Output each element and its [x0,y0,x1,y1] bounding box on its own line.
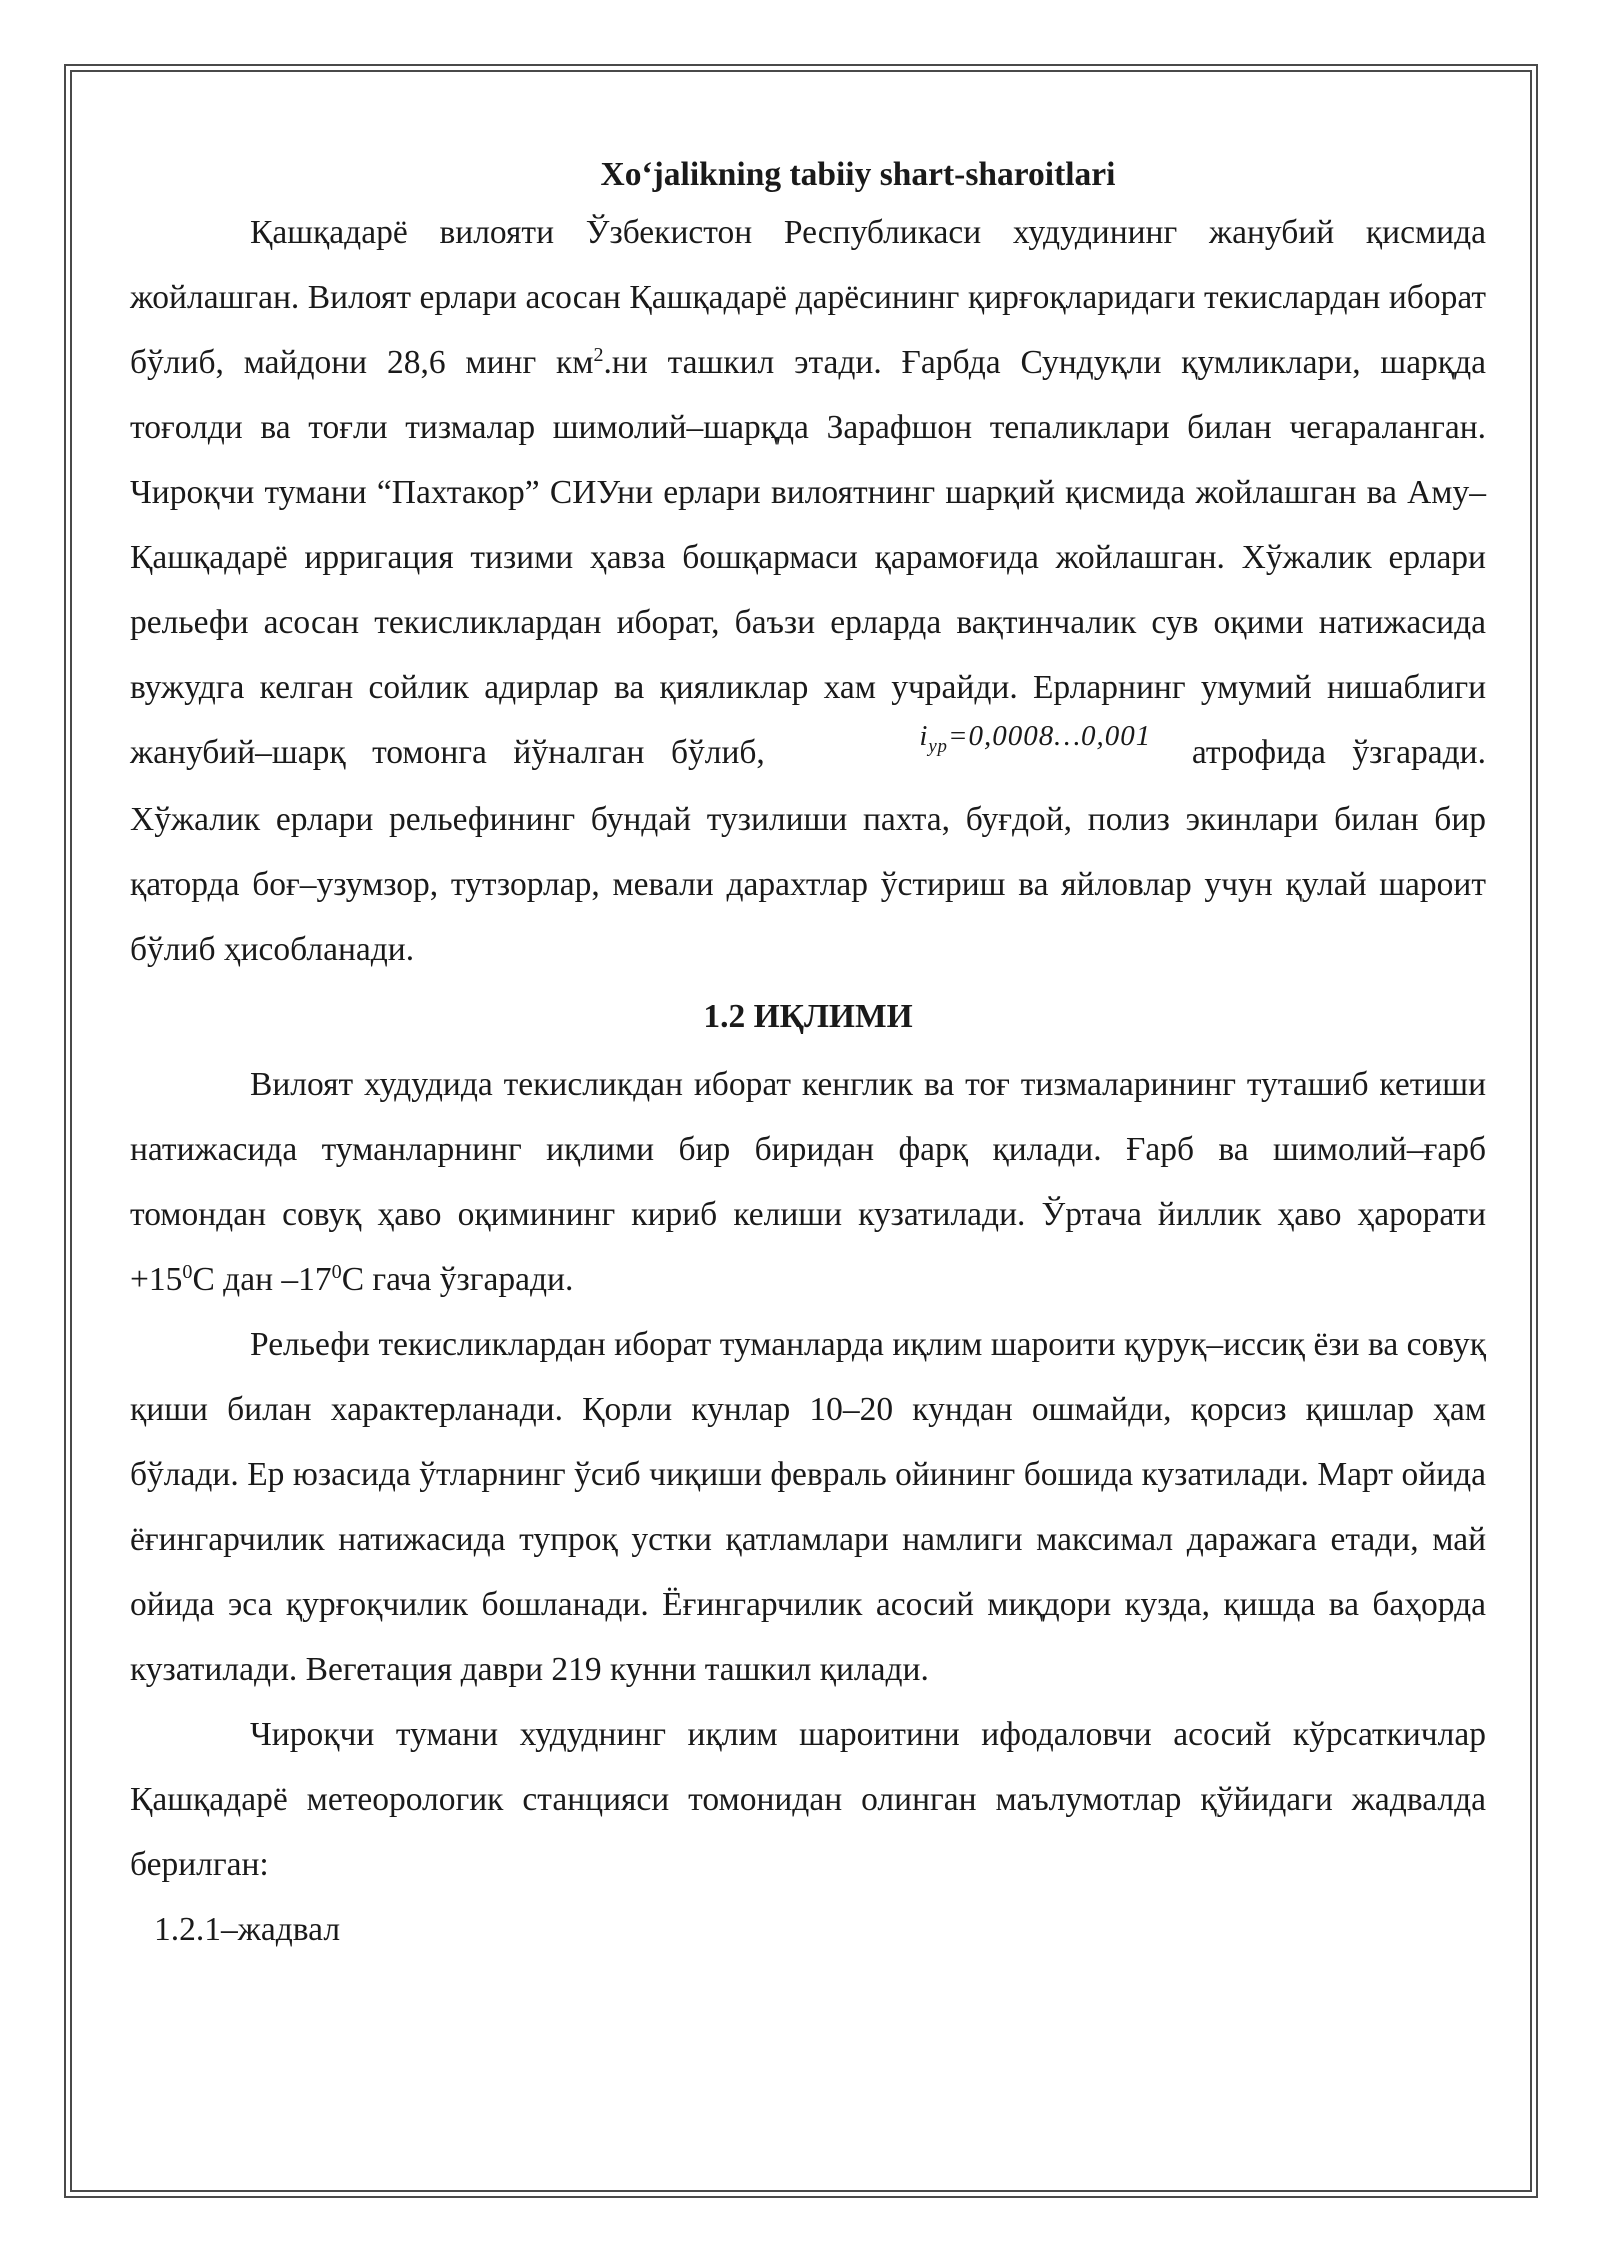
document-title: Xo‘jalikning tabiiy shart-sharoitlari [600,156,1116,193]
document-page [130,150,1486,1962]
formula-variable: i [919,720,929,752]
paragraph-climate [130,1052,1486,1312]
table-caption: 1.2.1–жадвал [154,1911,341,1948]
paragraph-text: .ни ташкил этади. Ғарбда Сундуқли қумликлари, шарқда тоғолди ва тоғли тизмалар шимолий–шарқда Зарафшон тепаликлари билан чегараланган. Чироқчи тумани “Пахтакор” СИУни ерлари вилоятнинг шарқий қисмида жойлашган ва Аму–Қашқадарё ирригация тизими ҳавза бошқармаси қарамоғида жойлашган. Хўжалик ерлари рельефи асосан текисликлардан иборат, баъзи ерларда вақтинчалик сув оқими натижасида вужудга келган сойлик адирлар ва қияликлар хам учрайди. Ерларнинг умумий нишаблиги жанубий–шарқ томонга йўналган бўлиб, [130,344,1487,771]
superscript: 0 [182,1260,193,1283]
paragraph-text: Қашқадарё вилояти Ўзбекистон Республикаси худудининг жанубий қисмида жойлашган. Вилоят ерлари асосан Қашқадарё дарёсининг қирғоқларидаги текислардан иборат бўлиб, майдони 28,6 минг км [130,214,1486,381]
superscript: 0 [331,1260,342,1283]
formula-value: =0,0008…0,001 [947,720,1152,752]
paragraph-indicators: Чироқчи тумани худуднинг иқлим шароитини ифодаловчи асосий кўрсаткичлар Қашқадарё метеорологик станцияси томонидан олинган маълумотлар қўйидаги жадвалда берилган: [130,1716,1486,1883]
paragraph-location [130,200,1486,982]
paragraph-relief-climate: Рельефи текисликлардан иборат туманларда иқлим шароити қуруқ–иссиқ ёзи ва совуқ қиши билан характерланади. Қорли кунлар 10–20 кундан ошмайди, қорсиз қишлар ҳам бўлади. Ер юзасида ўтларнинг ўсиб чиқиши февраль ойининг бошида кузатилади. Март ойида ёғингарчилик натижасида тупроқ устки қатламлари намлиги максимал даражага етади, май ойида эса қурғоқчилик бошланади. Ёғингарчилик асосий миқдори кузда, қишда ва баҳорда кузатилади. Вегетация даври 219 кунни ташкил қилади. [130,1326,1486,1688]
paragraph-text: атрофида ўзгаради. Хўжалик ерлари рельефининг бундай тузилиши пахта, буғдой, полиз экинлари билан бир қаторда боғ–узумзор, тутзорлар, мевали дарахтлар ўстириш ва яйловлар учун қулай шароит бўлиб ҳисобланади. [130,734,1486,968]
superscript: 2 [593,343,604,366]
slope-formula [791,704,1165,769]
paragraph-text: С дан –17 [192,1261,332,1298]
formula-subscript: ур [928,735,948,757]
paragraph-text: С гача ўзгаради. [341,1261,574,1298]
paragraph-text: Вилоят худудида текисликдан иборат кенглик ва тоғ тизмаларининг туташиб кетиши натижасида туманларнинг иқлими бир биридан фарқ қилади. Ғарб ва шимолий–ғарб томондан совуқ ҳаво оқимининг кириб келиши кузатилади. Ўртача йиллик ҳаво ҳарорати +15 [130,1066,1486,1298]
section-title: 1.2 ИҚЛИМИ [703,998,913,1035]
